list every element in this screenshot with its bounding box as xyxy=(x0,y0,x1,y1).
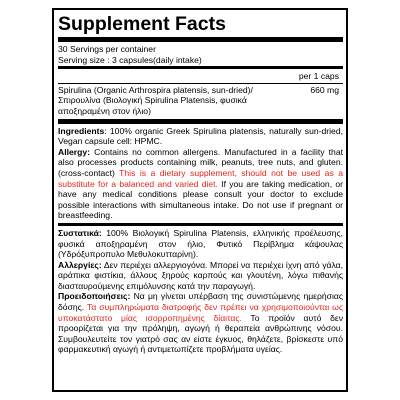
gr-dietary-warning: Τα συμπληρώματα διατροφής δεν πρέπει να χρησιμοποιούνται ως υποκατάστατο μίας ισορροπημένης δίαιτας. xyxy=(58,302,343,323)
dietary-warning: This is a dietary supplement, should not be used as a substitute for a balanced and varied diet. xyxy=(58,167,343,189)
allergy-paragraph xyxy=(58,147,343,221)
gr-warnings-paragraph xyxy=(58,291,343,355)
allergy-label: Allergy: xyxy=(58,146,90,157)
gr-allergy-paragraph xyxy=(58,260,343,292)
gr-allergy-label: Αλλεργίες: xyxy=(58,259,102,270)
serving-info xyxy=(58,42,343,66)
ingredients-paragraph xyxy=(58,126,343,147)
gr-warnings-text: Να μη γίνεται υπέρβαση της συνιστώμενης ημερήσιας δόσης. xyxy=(58,291,343,313)
ingredient-amount: 660 mg xyxy=(310,84,339,95)
allergy-text: Contains no common allergens. Manufactured in a facility that also processes products containing milk, peanuts, tree nuts, and gluten. (cross-contact) xyxy=(58,146,343,178)
label-title: Supplement Facts xyxy=(58,13,226,35)
ingredient-name-en: Spirulina (Organic Arthrospira platensis, sun-dried)/ xyxy=(58,84,253,95)
greek-section xyxy=(58,226,343,357)
gr-ingredients-paragraph xyxy=(58,228,343,260)
supplement-facts-label xyxy=(52,8,348,392)
gr-warnings-label: Προειδοποιήσεις: xyxy=(58,291,131,302)
servings-per-container: 30 Servings per container xyxy=(58,44,156,54)
serving-size: Serving size : 3 capsules(daily intake) xyxy=(58,54,202,65)
per-caps-header: per 1 caps xyxy=(298,71,339,82)
ingredients-text: : 100% organic Greek Spirulina platensis, naturally sun-dried, Vegan capsule cell: HPMC. xyxy=(58,125,343,147)
gr-allergy-text: Δεν περιέχει αλλεργιογόνα. Μπορεί να περιέχει ίχνη από γάλα, αράπικα φιστίκια, άλλους ξηρούς καρπούς και γλουτένη, λόγω πιθανής διασταυρούμενης επιμόλυνσης κατά την παραγωγή. xyxy=(58,259,343,291)
english-section xyxy=(58,124,343,223)
ingredient-name-gr: Σπιρουλίνα (Βιολογική Spirulina Platensis, φυσικά αποξηραμένη στον ήλιο) xyxy=(58,95,247,116)
gr-ingredients-label: Συστατικά: xyxy=(58,227,102,238)
ingredient-row xyxy=(58,84,343,119)
gr-ingredients-text: 100% Βιολογική Spirulina Platensis, ελληνικής προέλευσης, φυσικά αποξηραμένη στον ήλιο, Φυτικό Περίβλημα κάψουλας (Υδρόξυπροπυλο Μεθυλοκυτταρίνη). xyxy=(58,227,343,260)
medical-advice: If you are taking medication, or have any medical conditions please consult your doctor to exclude possible interactions with simultaneous intake. Do not use if pregnant or breastfeeding. xyxy=(58,178,343,221)
ingredient-name xyxy=(58,85,264,117)
ingredients-label: Ingredients xyxy=(58,125,105,136)
gr-medical-advice: Το προϊόν αυτό δεν προορίζεται για την πρόληψη, αγωγή ή θεραπεία ανθρώπινης νόσου. Συμβουλευτείτε τον γιατρό σας αν είστε έγκυος, θηλάζετε, βρίσκεστε υπό φαρμακευτική αγωγή ή αντιμετωπίζετε προβλήματα υγείας. xyxy=(58,312,343,355)
